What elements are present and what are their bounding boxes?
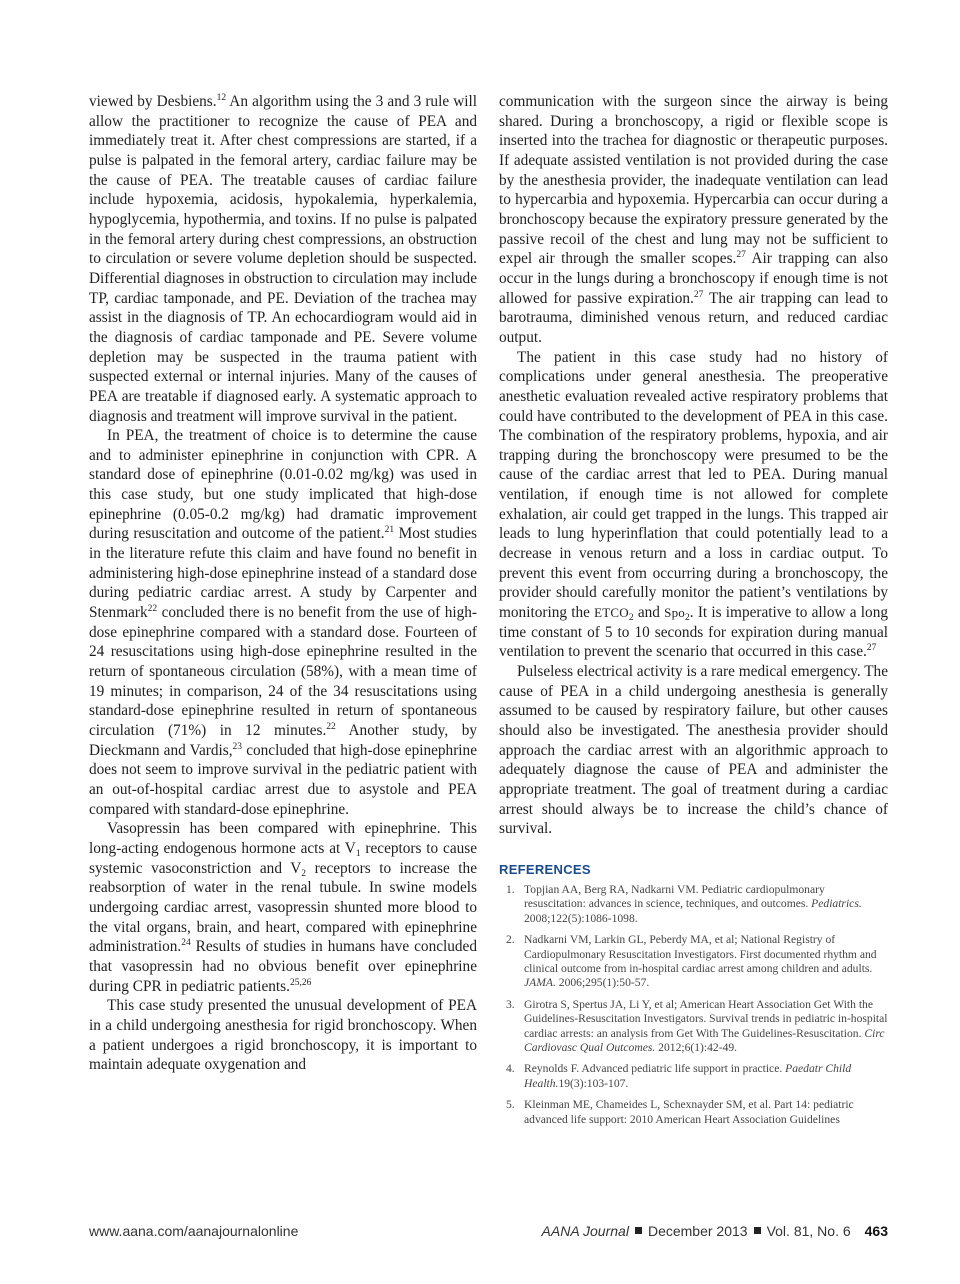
left-column (89, 92, 477, 1075)
citation-superscript: 27 (736, 250, 746, 261)
reference-item: 5. Kleinman ME, Chameides L, Schexnayder SM, et al. Part 14: pediatric advanced life support: 2010 American Heart Association Guidelines (506, 1098, 854, 1126)
subscript: 2 (628, 613, 634, 624)
citation-superscript: 27 (693, 289, 704, 300)
journal-url-link[interactable]: www.aana.com/aanajournalonline (89, 1223, 299, 1239)
citation-superscript: 25,26 (289, 977, 312, 988)
separator-square (635, 1227, 642, 1234)
references-heading: REFERENCES (499, 861, 591, 877)
reference-item: 3. Girotra S, Spertus JA, Li Y, et al; American Heart Association Get With the Guidelines-Resuscitation Investigators. Survival trends in pediatric in-hospital cardiac arrests: an analysis from Get With The Guidelines-Resuscitation. Circ Cardiovasc Qual Outcomes. 2012;6(1):42-49. (506, 997, 888, 1054)
citation-superscript: 12 (216, 93, 227, 103)
reference-item: 1. Topjian AA, Berg RA, Nadkarni VM. Pediatric cardiopulmonary resuscitation: advances in science, techniques, and outcomes. Pediatrics. 2008;122(5):1086-1098. (506, 882, 862, 925)
reference-item: 4. Reynolds F. Advanced pediatric life support in practice. Paedatr Child Health.19(3):103-107. (506, 1062, 852, 1090)
paragraph: The patient in this case study had no history of complications under general anesthesia. The preoperative anesthetic evaluation revealed active respiratory problems that could have contributed to the development of PEA in this case. The combination of the respiratory problems, hypoxia, and air trapping during the bronchoscopy were presumed to be the cause of the cardiac arrest that led to PEA. During manual ventilation, if enough time is not allowed for complete exhalation, air could get trapped in the lungs. This trapped air leads to lung hyperinflation that could potentially lead to a decrease in venous return and a loss in cardiac output. To prevent this event from occurring during a bronchoscopy, the provider should carefully monitor the patient’s ventilations by monitoring the $ETCO_2$ and Spo$_2$. It is imperative to allow a long time constant of 5 to 10 seconds for expiration during manual ventilation to prevent the scenario that occurred in this case.$^{27}$ (499, 348, 888, 661)
paragraph: communication with the surgeon since the airway is being shared. During a bronchoscopy, a rigid or flexible scope is inserted into the trachea for diagnostic or therapeutic purposes. If adequate assisted ventilation is not provided during the case by the anesthesia provider, the inadequate ventilation can lead to hypercarbia and hypoxemia. Hypercarbia can occur during a bronchoscopy because the expiratory pressure generated by the passive recoil of the chest and lung may not be sufficient to expel air through the smaller scopes.$^{27}$ Air trapping can also occur in the lungs during a bronchoscopy if enough time is not allowed for passive expiration.$^{27}$ The air trapping can lead to barotrauma, diminished venous return, and reduced cardiac output. (499, 93, 889, 346)
separator-square (754, 1227, 761, 1234)
subscript: 2 (301, 868, 307, 879)
paragraph: Pulseless electrical activity is a rare medical emergency. The cause of PEA in a child undergoing anesthesia is generally assumed to be caused by respiratory failure, but other causes should also be investigated. The anesthesia provider should approach the cardiac arrest with an algorithmic approach to adequately diagnose the cause of PEA and administer the appropriate treatment. The goal of treatment during a cardiac arrest should always be to increase the child’s chance of survival. (499, 663, 888, 838)
reference-list (499, 883, 888, 1127)
citation-superscript: 24 (181, 938, 191, 949)
paragraph: This case study presented the unusual development of PEA in a child undergoing anesthesia for rigid bronchoscopy. When a patient undergoes a rigid bronchoscopy, it is important to maintain adequate oxygenation and (89, 997, 477, 1074)
citation-superscript: 27 (866, 643, 877, 654)
subscript: 2 (685, 613, 690, 624)
paragraph: Vasopressin has been compared with epinephrine. This long-acting endogenous hormone acts at $V_1$ receptors to cause systemic vasoconstriction and $V_2$ receptors to increase the reabsorption of water in the renal tubule. In swine models undergoing cardiac arrest, vasopressin shunted more blood to the vital organs, brain, and heart, compared with epinephrine administration.$^{24}$ Results of studies in humans have concluded that vasopressin had no obvious benefit over epinephrine during CPR in pediatric patients.$^{25,26}$ (89, 820, 477, 995)
issue-date: December 2013 (647, 1223, 748, 1239)
citation-superscript: 23 (232, 741, 243, 752)
page-number: 463 (864, 1223, 888, 1239)
subscript: 1 (355, 848, 361, 859)
citation-superscript: 22 (326, 722, 336, 732)
page-footer (89, 1223, 888, 1243)
volume-issue: Vol. 81, No. 6 (766, 1223, 851, 1239)
journal-name: AANA Journal (541, 1223, 629, 1239)
paragraph: In PEA, the treatment of choice is to determine the cause and to administer epinephrine in conjunction with CPR. A standard dose of epinephrine (0.01-0.02 mg/kg) was used in this case study, but one study implicated that high-dose epinephrine (0.05-0.2 mg/kg) had dramatic improvement during resuscitation and outcome of the patient.$^{21}$ Most studies in the literature refute this claim and have found no benefit in administering high-dose epinephrine instead of a standard dose during pediatric cardiac arrest. A study by Carpenter and Stenmark$^{22}$ concluded there is no benefit from the use of high-dose epinephrine compared with a standard dose. Fourteen of 24 resuscitations using high-dose epinephrine resulted in the return of spontaneous circulation (58%), with a mean time of 19 minutes; in comparison, 24 of the 34 resuscitations using standard-dose epinephrine resulted in return of spontaneous circulation (71%) in 12 minutes.$^{22}$ Another study, by Dieckmann and Vardis,$^{23}$ concluded that high-dose epinephrine does not seem to improve survival in the pediatric patient with an out-of-hospital cardiac arrest due to asystole and PEA compared with standard-dose epinephrine. (89, 427, 478, 818)
paragraph: viewed by Desbiens.$^{12}$ An algorithm using the 3 and 3 rule will allow the practitioner to recognize the cause of PEA and immediately treat it. After chest compressions are started, if a pulse is palpated in the femoral artery, cardiac failure may be the cause of PEA. The treatable causes of cardiac failure include hypoxemia, acidosis, hypokalemia, hyperkalemia, hypoglycemia, hypothermia, and toxins. If no pulse is palpated in the femoral artery during chest compressions, an obstruction to circulation or severe volume depletion should be suspected. Differential diagnoses in obstruction to circulation may include TP, cardiac tamponade, and PE. Deviation of the trachea may assist in the diagnosis of TP. An echocardiogram would aid in the diagnosis of cardiac tamponade and PE. Severe volume depletion may be suspected in the trauma patient with suspected external or internal injuries. Many of the causes of PEA are treatable if diagnosed early. A systematic approach to diagnosis and treatment will improve survival in the patient. (89, 93, 477, 425)
reference-item: 2. Nadkarni VM, Larkin GL, Peberdy MA, et al; National Registry of Cardiopulmonary Resuscitation Investigators. First documented rhythm and clinical outcome from in-hospital cardiac arrest among children and adults. JAMA. 2006;295(1):50-57. (506, 933, 877, 990)
journal-citation (542, 1223, 888, 1239)
citation-superscript: 21 (384, 525, 395, 536)
citation-superscript: 22 (147, 604, 158, 615)
right-column (499, 92, 888, 1134)
